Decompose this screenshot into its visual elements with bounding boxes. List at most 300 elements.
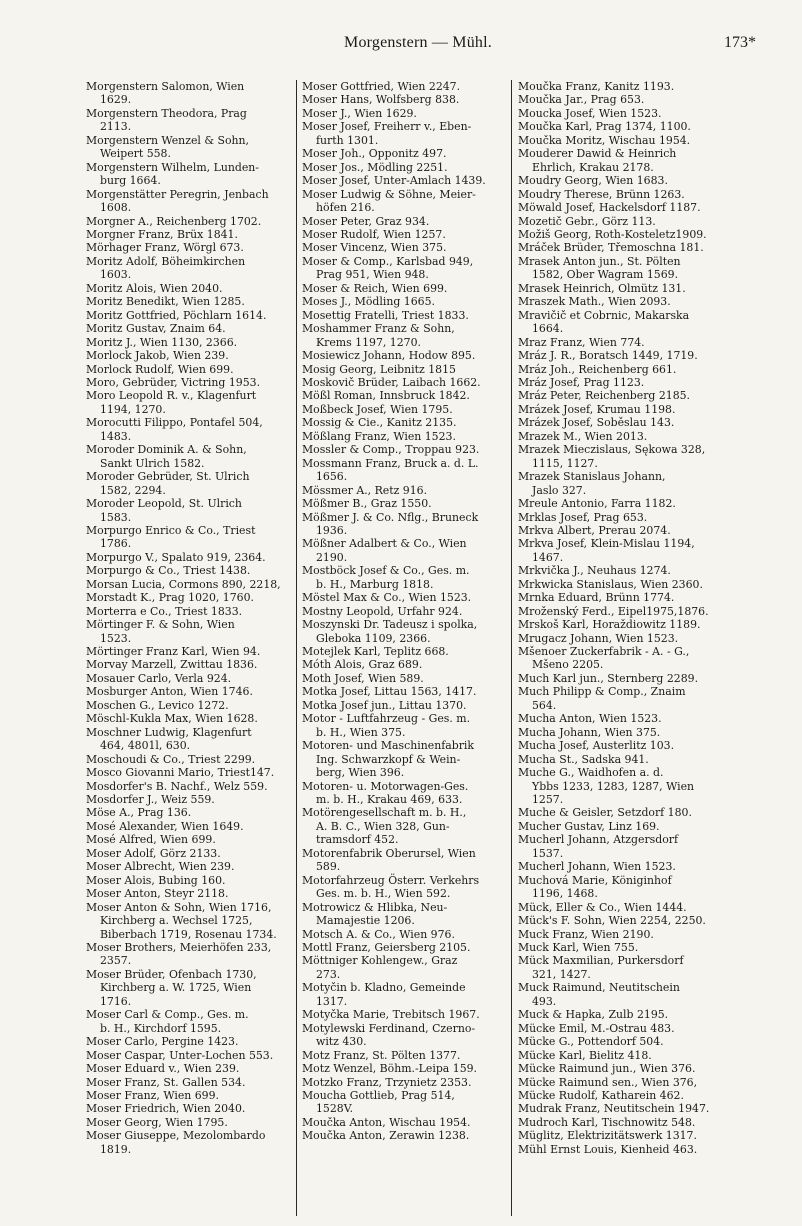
directory-entry [518, 107, 723, 120]
entry-line: Moritz J., Wien 1130, 2366. [86, 335, 238, 349]
directory-entry [518, 80, 723, 93]
directory-entry [86, 941, 291, 968]
entry-line: Muche G., Waidhofen a. d. [518, 766, 664, 780]
directory-entry [518, 174, 723, 187]
entry-line: Mrasek Heinrich, Olmütz 131. [518, 281, 686, 295]
entry-line: Morgenstern Wenzel & Sohn, [86, 133, 249, 147]
entry-line: Muchová Marie, Königinhof [518, 873, 672, 887]
entry-line: Mudroch Karl, Tischnowitz 548. [518, 1115, 696, 1129]
directory-entry [302, 416, 507, 429]
entry-line: Moser Brüder, Ofenbach 1730, [86, 967, 257, 981]
entry-line: Möschl-Kukla Max, Wien 1628. [86, 712, 258, 726]
directory-entry [86, 1049, 291, 1062]
directory-entry [86, 1062, 291, 1075]
directory-entry [86, 806, 291, 819]
entry-line: Mössmer A., Retz 916. [302, 483, 428, 497]
entry-line: Mosettig Fratelli, Triest 1833. [302, 308, 469, 322]
entry-line: Kirchberg a. Wechsel 1725, [100, 914, 253, 928]
entry-line: Mrazek Stanislaus Johann, [518, 470, 666, 484]
directory-entry [86, 107, 291, 134]
entry-line: Mosburger Anton, Wien 1746. [86, 685, 253, 699]
entry-line: Weipert 558. [100, 147, 171, 161]
page-title: Morgenstern — Mühl. [344, 34, 492, 51]
entry-line: Moser Anton, Steyr 2118. [86, 887, 229, 901]
directory-entry [518, 511, 723, 524]
directory-entry [518, 632, 723, 645]
directory-entry [86, 497, 291, 524]
entry-line: Moses J., Mödling 1665. [302, 295, 435, 309]
directory-entry [302, 1089, 507, 1116]
entry-line: Moschen G., Levico 1272. [86, 698, 229, 712]
directory-entry [518, 1022, 723, 1035]
entry-line: 1582, 2294. [100, 483, 166, 497]
directory-entry [518, 739, 723, 752]
entry-line: Mosco Giovanni Mario, Triest147. [86, 766, 275, 780]
directory-entry [518, 712, 723, 725]
directory-entry [86, 282, 291, 295]
entry-line: Ybbs 1233, 1283, 1287, Wien [532, 779, 695, 793]
directory-entry [302, 901, 507, 928]
entry-line: Motoren- u. Motorwagen-Ges. [302, 779, 469, 793]
entry-line: 1819. [100, 1142, 132, 1156]
directory-entry [86, 309, 291, 322]
directory-entry [86, 1076, 291, 1089]
entry-line: Moser Carl & Comp., Ges. m. [86, 1008, 249, 1022]
directory-entry [86, 416, 291, 443]
directory-entry [86, 780, 291, 793]
entry-line: Morpurgo V., Spalato 919, 2364. [86, 550, 266, 564]
entry-line: Moser Adolf, Görz 2133. [86, 846, 221, 860]
entry-line: Morocutti Filippo, Pontafel 504, [86, 416, 263, 430]
entry-line: Mráz Josef, Prag 1123. [518, 375, 645, 389]
entry-line: Mrázek Josef, Soběslau 143. [518, 416, 675, 430]
directory-entry [86, 578, 291, 591]
directory-entry [302, 712, 507, 739]
directory-entry [86, 672, 291, 685]
entry-line: Mößlang Franz, Wien 1523. [302, 429, 456, 443]
entry-line: 1317. [316, 994, 348, 1008]
entry-line: Moser Peter, Graz 934. [302, 214, 430, 228]
directory-entry [518, 766, 723, 806]
directory-entry [302, 93, 507, 106]
entry-line: Morvay Marzell, Zwittau 1836. [86, 658, 258, 672]
entry-line: Mosiewicz Johann, Hodow 895. [302, 349, 476, 363]
entry-line: Moser Gottfried, Wien 2247. [302, 80, 461, 93]
entry-line: 1467. [532, 550, 564, 564]
directory-entry [302, 403, 507, 416]
directory-entry [302, 591, 507, 604]
directory-entry [518, 1008, 723, 1021]
directory-entry [86, 1116, 291, 1129]
entry-line: Morgner Franz, Brüx 1841. [86, 227, 238, 241]
entry-line: Móth Alois, Graz 689. [302, 658, 423, 672]
page-header [80, 34, 756, 58]
entry-line: 1257. [532, 793, 564, 807]
entry-line: 1582, Ober Wagram 1569. [532, 268, 679, 282]
directory-entry [86, 820, 291, 833]
directory-entry [86, 874, 291, 887]
directory-entry [86, 591, 291, 604]
entry-line: Moshammer Franz & Sohn, [302, 322, 455, 336]
entry-line: Mrkva Albert, Prerau 2074. [518, 523, 671, 537]
directory-entry [518, 981, 723, 1008]
entry-line: Mücke G., Pottendorf 504. [518, 1035, 664, 1049]
entry-line: 1115, 1127. [532, 456, 598, 470]
directory-entry [302, 107, 507, 120]
directory-entry [518, 914, 723, 927]
directory-entry [86, 161, 291, 188]
directory-entry [302, 120, 507, 147]
entry-line: Mücke Rudolf, Katharein 462. [518, 1088, 684, 1102]
directory-entry [518, 282, 723, 295]
directory-entry [86, 564, 291, 577]
entry-line: 1194, 1270. [100, 402, 166, 416]
entry-line: Mosig Georg, Leibnitz 1815 [302, 362, 456, 376]
directory-entry [302, 349, 507, 362]
entry-line: Moučka Jar., Prag 653. [518, 93, 645, 107]
entry-line: 1196, 1468. [532, 887, 598, 901]
entry-line: 1603. [100, 268, 132, 282]
entry-line: b. H., Wien 375. [316, 725, 406, 739]
entry-line: furth 1301. [316, 133, 379, 147]
entry-line: Mravičič et Cobrnic, Makarska [518, 308, 690, 322]
entry-line: Morgenstern Salomon, Wien [86, 80, 245, 93]
entry-line: Moudry Georg, Wien 1683. [518, 174, 668, 188]
directory-entry [302, 981, 507, 1008]
entry-line: Kirchberg a. W. 1725, Wien [100, 981, 252, 995]
entry-line: Moser Friedrich, Wien 2040. [86, 1102, 246, 1116]
directory-entry [518, 1035, 723, 1048]
directory-entry [518, 349, 723, 362]
directory-entry [86, 336, 291, 349]
directory-entry [518, 1102, 723, 1115]
directory-entry [86, 847, 291, 860]
entry-line: Motorenfabrik Oberursel, Wien [302, 846, 476, 860]
directory-entry [518, 874, 723, 901]
entry-line: 1483. [100, 429, 132, 443]
directory-entry [86, 443, 291, 470]
entry-line: Motka Josef, Littau 1563, 1417. [302, 685, 477, 699]
entry-line: Möttniger Kohlengew., Graz [302, 954, 458, 968]
column-divider [296, 80, 297, 1216]
entry-line: witz 430. [316, 1035, 367, 1049]
entry-line: Mörhager Franz, Wörgl 673. [86, 241, 244, 255]
entry-line: Ing. Schwarzkopf & Wein- [316, 752, 461, 766]
entry-line: 1786. [100, 537, 132, 551]
directory-entry [302, 484, 507, 497]
entry-line: Mossmann Franz, Bruck a. d. L. [302, 456, 479, 470]
directory-entry [518, 591, 723, 604]
entry-line: 2113. [100, 120, 132, 134]
directory-entry [302, 537, 507, 564]
entry-line: Morpurgo & Co., Triest 1438. [86, 564, 251, 578]
entry-line: b. H., Marburg 1818. [316, 577, 434, 591]
entry-line: Moro, Gebrüder, Victring 1953. [86, 375, 261, 389]
directory-entry [518, 134, 723, 147]
directory-entry [302, 430, 507, 443]
directory-entry [86, 968, 291, 1008]
entry-line: Mráz Joh., Reichenberg 661. [518, 362, 677, 376]
directory-entry [302, 161, 507, 174]
directory-entry [302, 80, 507, 93]
directory-entry [86, 1008, 291, 1035]
entry-line: Möse A., Prag 136. [86, 806, 192, 820]
entry-line: Možiš Georg, Roth-Kosteletz1909. [518, 227, 707, 241]
entry-line: Moser Ludwig & Söhne, Meier- [302, 187, 476, 201]
entry-line: Mossler & Comp., Troppau 923. [302, 443, 480, 457]
entry-line: berg, Wien 396. [316, 766, 405, 780]
directory-entry [302, 363, 507, 376]
directory-entry [518, 537, 723, 564]
directory-entry [86, 228, 291, 241]
directory-entry [302, 1062, 507, 1075]
directory-entry [518, 685, 723, 712]
entry-line: Sankt Ulrich 1582. [100, 456, 205, 470]
directory-entry [518, 928, 723, 941]
entry-line: Mraz Franz, Wien 774. [518, 335, 645, 349]
entry-line: Moser Caspar, Unter-Lochen 553. [86, 1048, 274, 1062]
entry-line: Biberbach 1719, Rosenau 1734. [100, 927, 277, 941]
directory-entry [86, 699, 291, 712]
entry-line: Moser Hans, Wolfsberg 838. [302, 93, 460, 107]
directory-entry [86, 605, 291, 618]
directory-entry [86, 1129, 291, 1156]
directory-entry [302, 954, 507, 981]
directory-entry [518, 833, 723, 860]
directory-entry [86, 645, 291, 658]
entry-line: Moučka Anton, Zerawin 1238. [302, 1129, 470, 1143]
directory-entry [302, 658, 507, 671]
entry-line: Motz Wenzel, Böhm.-Leipa 159. [302, 1062, 478, 1076]
entry-line: Mrkvička J., Neuhaus 1274. [518, 564, 671, 578]
directory-entry [518, 336, 723, 349]
entry-line: A. B. C., Wien 328, Gun- [316, 819, 450, 833]
entry-line: Morpurgo Enrico & Co., Triest [86, 523, 256, 537]
column-2 [302, 80, 507, 1143]
directory-entry [302, 147, 507, 160]
entry-line: Mück's F. Sohn, Wien 2254, 2250. [518, 914, 706, 928]
directory-entry [518, 295, 723, 308]
directory-entry [518, 120, 723, 133]
entry-line: Moschoudi & Co., Triest 2299. [86, 752, 256, 766]
entry-line: 464, 4801l, 630. [100, 739, 191, 753]
entry-line: Mroženský Ferd., Eipel1975,1876. [518, 604, 709, 618]
entry-line: tramsdorf 452. [316, 833, 399, 847]
directory-entry [302, 1008, 507, 1021]
entry-line: 1664. [532, 322, 564, 336]
entry-line: 493. [532, 994, 557, 1008]
directory-entry [302, 389, 507, 402]
entry-line: Moser & Comp., Karlsbad 949, [302, 254, 474, 268]
directory-entry [302, 564, 507, 591]
column-divider [511, 80, 512, 1216]
entry-line: Motorfahrzeug Österr. Verkehrs [302, 873, 480, 887]
entry-line: Moser Franz, St. Gallen 534. [86, 1075, 246, 1089]
entry-line: Mreule Antonio, Farra 1182. [518, 497, 676, 511]
entry-line: Moth Josef, Wien 589. [302, 671, 424, 685]
entry-line: Moser Vincenz, Wien 375. [302, 241, 447, 255]
entry-line: Moschner Ludwig, Klagenfurt [86, 725, 252, 739]
entry-line: 273. [316, 967, 341, 981]
entry-line: Mucherl Johann, Atzgersdorf [518, 833, 679, 847]
entry-line: Ges. m. b. H., Wien 592. [316, 887, 451, 901]
entry-line: 1523. [100, 631, 132, 645]
directory-entry [302, 618, 507, 645]
entry-line: Mücke Emil, M.-Ostrau 483. [518, 1021, 675, 1035]
directory-entry [518, 954, 723, 981]
entry-line: Prag 951, Wien 948. [316, 268, 429, 282]
directory-entry [302, 188, 507, 215]
directory-entry [518, 215, 723, 228]
entry-line: Much Karl jun., Sternberg 2289. [518, 671, 699, 685]
entry-line: Mosé Alexander, Wien 1649. [86, 819, 244, 833]
entry-line: Moroder Gebrüder, St. Ulrich [86, 470, 250, 484]
directory-entry [86, 389, 291, 416]
directory-entry [302, 605, 507, 618]
entry-line: burg 1664. [100, 174, 161, 188]
entry-line: Mucha Johann, Wien 375. [518, 725, 661, 739]
directory-entry [86, 322, 291, 335]
directory-entry [86, 833, 291, 846]
entry-line: Mücke Raimund jun., Wien 376. [518, 1062, 696, 1076]
entry-line: 1583. [100, 510, 132, 524]
directory-entry [302, 255, 507, 282]
entry-line: 1629. [100, 93, 132, 107]
entry-line: Mößner Adalbert & Co., Wien [302, 537, 467, 551]
entry-line: Motyčin b. Kladno, Gemeinde [302, 981, 466, 995]
entry-line: Motor - Luftfahrzeug - Ges. m. [302, 712, 471, 726]
entry-line: Muck & Hapka, Zulb 2195. [518, 1008, 669, 1022]
entry-line: Mamajestie 1206. [316, 914, 415, 928]
entry-line: 2190. [316, 550, 348, 564]
directory-entry [86, 793, 291, 806]
directory-entry [86, 901, 291, 941]
directory-entry [302, 874, 507, 901]
directory-entry [302, 295, 507, 308]
directory-entry [86, 363, 291, 376]
entry-line: Mossig & Cie., Kanitz 2135. [302, 416, 457, 430]
entry-line: Motejlek Karl, Teplitz 668. [302, 645, 449, 659]
directory-entry [518, 497, 723, 510]
entry-line: Moučka Franz, Kanitz 1193. [518, 80, 675, 93]
entry-line: Moritz Adolf, Böheimkirchen [86, 254, 246, 268]
page-number: 173* [724, 34, 756, 51]
entry-line: Mück Maxmilian, Purkersdorf [518, 954, 684, 968]
entry-line: Mücke Karl, Bielitz 418. [518, 1048, 652, 1062]
directory-entry [518, 470, 723, 497]
entry-line: b. H., Kirchdorf 1595. [100, 1021, 222, 1035]
entry-line: Mraszek Math., Wien 2093. [518, 295, 671, 309]
entry-line: Motoren- und Maschinenfabrik [302, 739, 474, 753]
directory-entry [302, 645, 507, 658]
directory-entry [518, 1116, 723, 1129]
directory-entry [518, 672, 723, 685]
entry-line: Mrugacz Johann, Wien 1523. [518, 631, 679, 645]
entry-line: Moser Josef, Unter-Amlach 1439. [302, 174, 486, 188]
directory-entry [518, 416, 723, 429]
entry-line: Moszynski Dr. Tadeusz i spolka, [302, 618, 478, 632]
directory-entry [518, 564, 723, 577]
entry-line: Moser Joh., Opponitz 497. [302, 147, 447, 161]
directory-entry [518, 618, 723, 631]
directory-entry [302, 699, 507, 712]
entry-line: Mottl Franz, Geiersberg 2105. [302, 941, 471, 954]
directory-entry [518, 403, 723, 416]
entry-line: Mosé Alfred, Wien 699. [86, 833, 216, 847]
directory-entry [86, 658, 291, 671]
entry-line: Mudrak Franz, Neutitschein 1947. [518, 1102, 710, 1116]
directory-entry [518, 363, 723, 376]
entry-line: Mostny Leopold, Urfahr 924. [302, 604, 463, 618]
directory-entry [302, 443, 507, 456]
directory-entry [518, 1089, 723, 1102]
entry-line: Motka Josef jun., Littau 1370. [302, 698, 467, 712]
directory-entry [518, 1062, 723, 1075]
entry-line: m. b. H., Krakau 469, 633. [316, 793, 463, 807]
entry-line: Mosdorfer's B. Nachf., Welz 559. [86, 779, 268, 793]
entry-line: Mrasek Anton jun., St. Pölten [518, 254, 681, 268]
entry-line: Muck Raimund, Neutitschein [518, 981, 680, 995]
directory-entry [302, 1076, 507, 1089]
entry-line: Mráz J. R., Boratsch 1449, 1719. [518, 349, 698, 363]
entry-line: Mühl Ernst Louis, Kienheid 463. [518, 1142, 698, 1156]
entry-line: Moser Anton & Sohn, Wien 1716, [86, 900, 272, 914]
directory-entry [86, 860, 291, 873]
entry-line: Moser & Reich, Wien 699. [302, 281, 448, 295]
directory-entry [518, 255, 723, 282]
directory-entry [86, 255, 291, 282]
entry-line: Motzko Franz, Trzynietz 2353. [302, 1075, 472, 1089]
directory-entry [518, 1143, 723, 1156]
directory-entry [518, 820, 723, 833]
directory-entry [86, 524, 291, 551]
entry-line: Mörtinger Franz Karl, Wien 94. [86, 645, 261, 659]
entry-line: Morgenstätter Peregrin, Jenbach [86, 187, 269, 201]
directory-entry [302, 739, 507, 779]
directory-entry [302, 511, 507, 538]
entry-line: Moser Brothers, Meierhöfen 233, [86, 941, 272, 954]
directory-entry [86, 134, 291, 161]
entry-line: Mouderer Dawid & Heinrich [518, 147, 677, 161]
entry-line: Moritz Gustav, Znaim 64. [86, 322, 226, 336]
entry-line: Moučka Anton, Wischau 1954. [302, 1115, 471, 1129]
entry-line: Motylewski Ferdinand, Czerno- [302, 1021, 476, 1035]
directory-entry [302, 685, 507, 698]
directory-entry [86, 188, 291, 215]
directory-entry [86, 80, 291, 107]
directory-entry [518, 1076, 723, 1089]
entry-line: Möwald Josef, Hackelsdorf 1187. [518, 201, 701, 215]
directory-entry [302, 780, 507, 807]
entry-line: Moskovič Brüder, Laibach 1662. [302, 375, 481, 389]
directory-entry [86, 618, 291, 645]
entry-line: Morgner A., Reichenberg 1702. [86, 214, 262, 228]
entry-line: Mörtinger F. & Sohn, Wien [86, 618, 235, 632]
entry-line: Mostböck Josef & Co., Ges. m. [302, 564, 470, 578]
entry-line: Moser Albrecht, Wien 239. [86, 860, 235, 874]
entry-line: Mößmer J. & Co. Nflg., Bruneck [302, 510, 479, 524]
entry-line: Mucha Josef, Austerlitz 103. [518, 739, 675, 753]
entry-line: Morgenstern Theodora, Prag [86, 106, 247, 120]
directory-entry [302, 174, 507, 187]
directory-entry [518, 188, 723, 201]
entry-line: Morgenstern Wilhelm, Lunden- [86, 160, 259, 174]
directory-entry [86, 349, 291, 362]
directory-entry [302, 457, 507, 484]
entry-line: Much Philipp & Comp., Znaim [518, 685, 686, 699]
entry-line: Jaslo 327. [532, 483, 587, 497]
entry-line: Mück, Eller & Co., Wien 1444. [518, 900, 687, 914]
